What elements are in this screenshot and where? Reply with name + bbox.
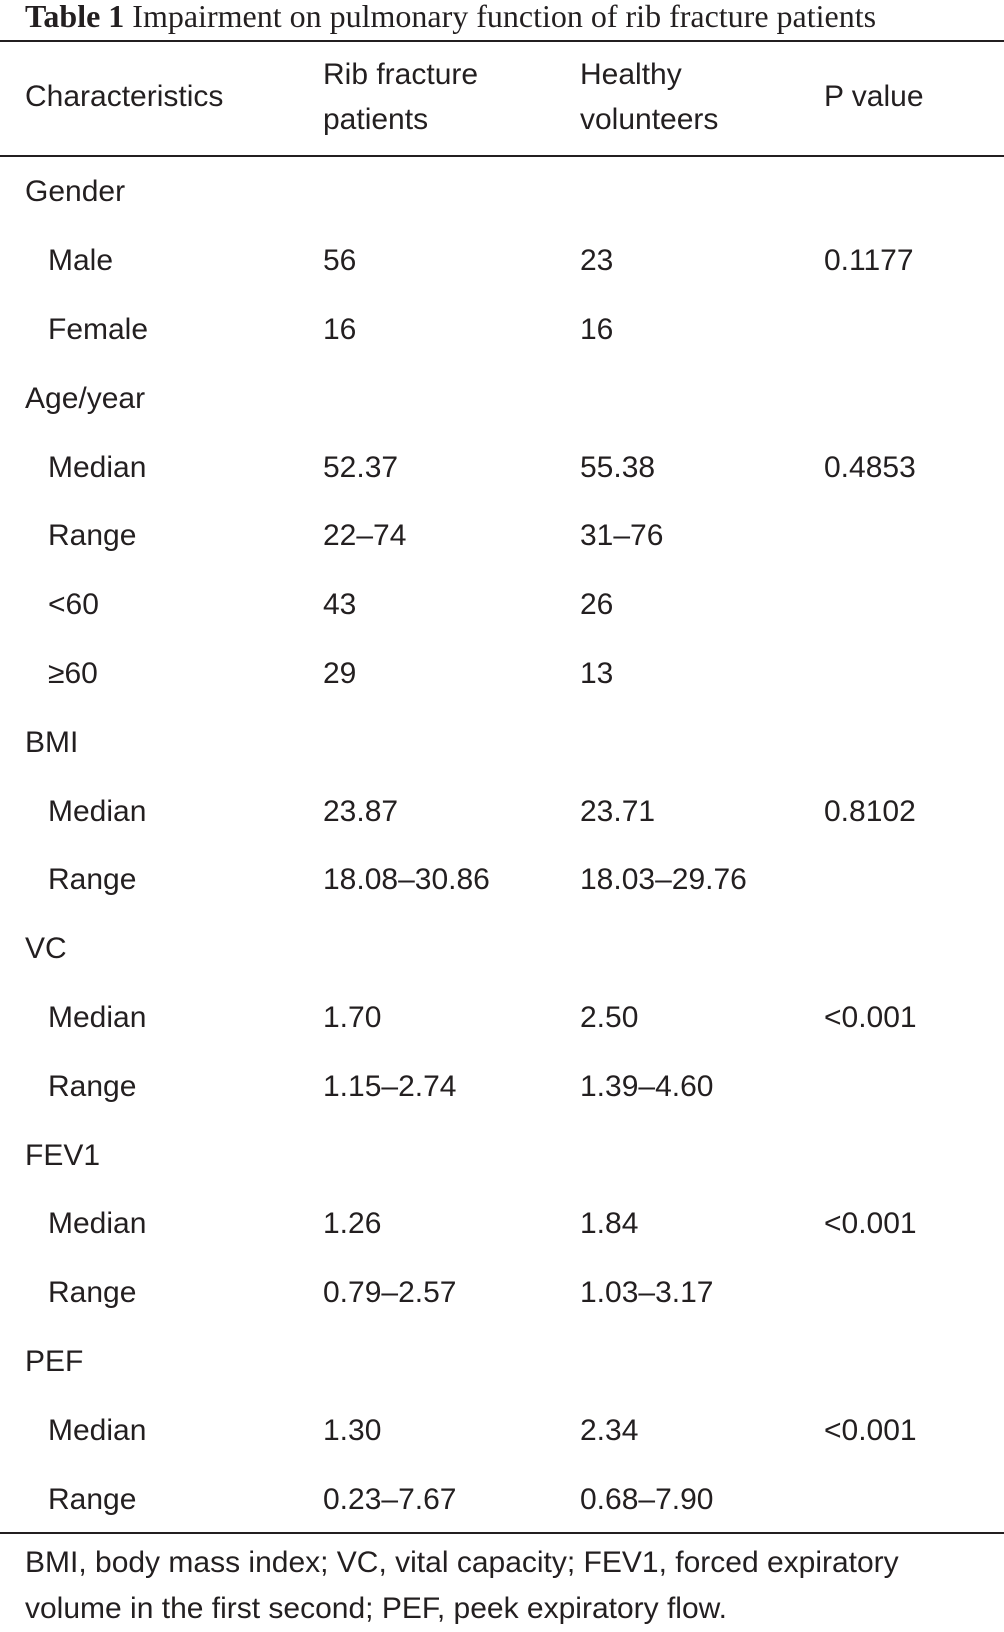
healthy-volunteer-value [580,708,824,777]
rib-fracture-value: 29 [323,656,357,690]
header-rib-fracture-patients [323,52,478,142]
rib-fracture-value: 23.87 [323,794,399,828]
table-group-row [0,158,1004,227]
p-value [824,296,1004,365]
table-row [0,227,1004,296]
table-row [0,1396,1004,1465]
p-value [824,502,1004,571]
rib-fracture-value [323,158,580,227]
rib-fracture-value: 0.23–7.67 [323,1482,457,1516]
p-value [824,1259,1004,1328]
rib-fracture-value [323,915,580,984]
table-footnote [25,1540,1000,1632]
healthy-volunteer-value: 55.38 [580,450,656,484]
row-label: Male [48,244,114,278]
rib-fracture-value: 22–74 [323,519,407,553]
row-label: Median [48,1207,147,1241]
rib-fracture-value: 18.08–30.86 [323,863,490,897]
top-rule [0,40,1004,42]
table-row [0,571,1004,640]
healthy-volunteer-value: 23.71 [580,794,656,828]
p-value [824,1052,1004,1121]
healthy-volunteer-value [580,1121,824,1190]
healthy-volunteer-value [580,158,824,227]
row-label: Range [48,1276,137,1310]
healthy-volunteer-value [580,364,824,433]
rib-fracture-value: 52.37 [323,450,399,484]
healthy-volunteer-value: 23 [580,244,614,278]
row-label: Female [48,312,149,346]
row-label: VC [25,932,67,966]
table-group-row [0,708,1004,777]
table-group-row [0,364,1004,433]
row-label: ≥60 [48,656,98,690]
healthy-volunteer-value: 16 [580,312,614,346]
footnote-line2: volume in the first second; PEF, peek expiratory flow. [25,1592,727,1625]
healthy-volunteer-value: 13 [580,656,614,690]
header-rib-line2: patients [323,103,429,136]
p-value [824,915,1004,984]
rib-fracture-value: 1.30 [323,1413,382,1447]
healthy-volunteer-value [580,915,824,984]
p-value: <0.001 [824,1413,917,1447]
header-healthy-volunteers [580,52,718,142]
header-rule [0,155,1004,157]
row-label: Median [48,1413,147,1447]
rib-fracture-value [323,708,580,777]
header-characteristics: Characteristics [25,80,224,113]
header-healthy-line2: volunteers [580,103,719,136]
rib-fracture-value: 16 [323,312,357,346]
p-value [824,640,1004,709]
row-label: Range [48,1069,137,1103]
header-rib-line1: Rib fracture [323,58,479,91]
p-value [824,846,1004,915]
row-label: <60 [48,588,99,622]
rib-fracture-value: 0.79–2.57 [323,1276,457,1310]
healthy-volunteer-value: 0.68–7.90 [580,1482,714,1516]
healthy-volunteer-value: 2.34 [580,1413,639,1447]
healthy-volunteer-value: 31–76 [580,519,664,553]
row-label: Age/year [25,381,146,415]
p-value: <0.001 [824,1207,917,1241]
header-p-value: P value [824,80,924,113]
data-table [0,158,1004,1534]
table-caption-title: Impairment on pulmonary function of rib fracture patients [132,0,877,34]
p-value [824,571,1004,640]
table-caption [25,0,876,32]
table-group-row [0,915,1004,984]
healthy-volunteer-value: 1.03–3.17 [580,1276,714,1310]
table-row [0,1052,1004,1121]
bottom-rule [0,1532,1004,1534]
table-header [0,44,1004,156]
table-row [0,502,1004,571]
table-row [0,846,1004,915]
healthy-volunteer-value: 18.03–29.76 [580,863,747,897]
rib-fracture-value: 56 [323,244,357,278]
rib-fracture-value: 1.26 [323,1207,382,1241]
table-row [0,296,1004,365]
table-group-row [0,1328,1004,1397]
p-value [824,158,1004,227]
p-value: 0.1177 [824,244,914,278]
rib-fracture-value [323,1328,580,1397]
row-label: Median [48,1000,147,1034]
row-label: Median [48,450,147,484]
footnote-line1: BMI, body mass index; VC, vital capacity; FEV1, forced expiratory [25,1546,899,1579]
table-row [0,777,1004,846]
p-value [824,364,1004,433]
row-label: Range [48,863,137,897]
table-group-row [0,1121,1004,1190]
row-label: FEV1 [25,1138,101,1172]
healthy-volunteer-value [580,1328,824,1397]
table-row [0,1465,1004,1534]
rib-fracture-value: 43 [323,588,357,622]
table-body [0,158,1004,1534]
p-value [824,1121,1004,1190]
rib-fracture-value [323,364,580,433]
table-row [0,984,1004,1053]
healthy-volunteer-value: 2.50 [580,1000,639,1034]
rib-fracture-value: 1.70 [323,1000,382,1034]
p-value [824,1328,1004,1397]
rib-fracture-value [323,1121,580,1190]
table-row [0,433,1004,502]
header-healthy-line1: Healthy [580,58,682,91]
row-label: Median [48,794,147,828]
table-row [0,1259,1004,1328]
table-row [0,1190,1004,1259]
healthy-volunteer-value: 26 [580,588,614,622]
row-label: Gender [25,175,126,209]
row-label: BMI [25,725,79,759]
p-value: 0.4853 [824,450,916,484]
p-value [824,1465,1004,1534]
table-caption-label: Table 1 [25,0,125,34]
row-label: Range [48,1482,137,1516]
p-value: 0.8102 [824,794,916,828]
rib-fracture-value: 1.15–2.74 [323,1069,457,1103]
row-label: Range [48,519,137,553]
p-value: <0.001 [824,1000,917,1034]
healthy-volunteer-value: 1.39–4.60 [580,1069,714,1103]
row-label: PEF [25,1344,84,1378]
healthy-volunteer-value: 1.84 [580,1207,639,1241]
p-value [824,708,1004,777]
table-row [0,640,1004,709]
